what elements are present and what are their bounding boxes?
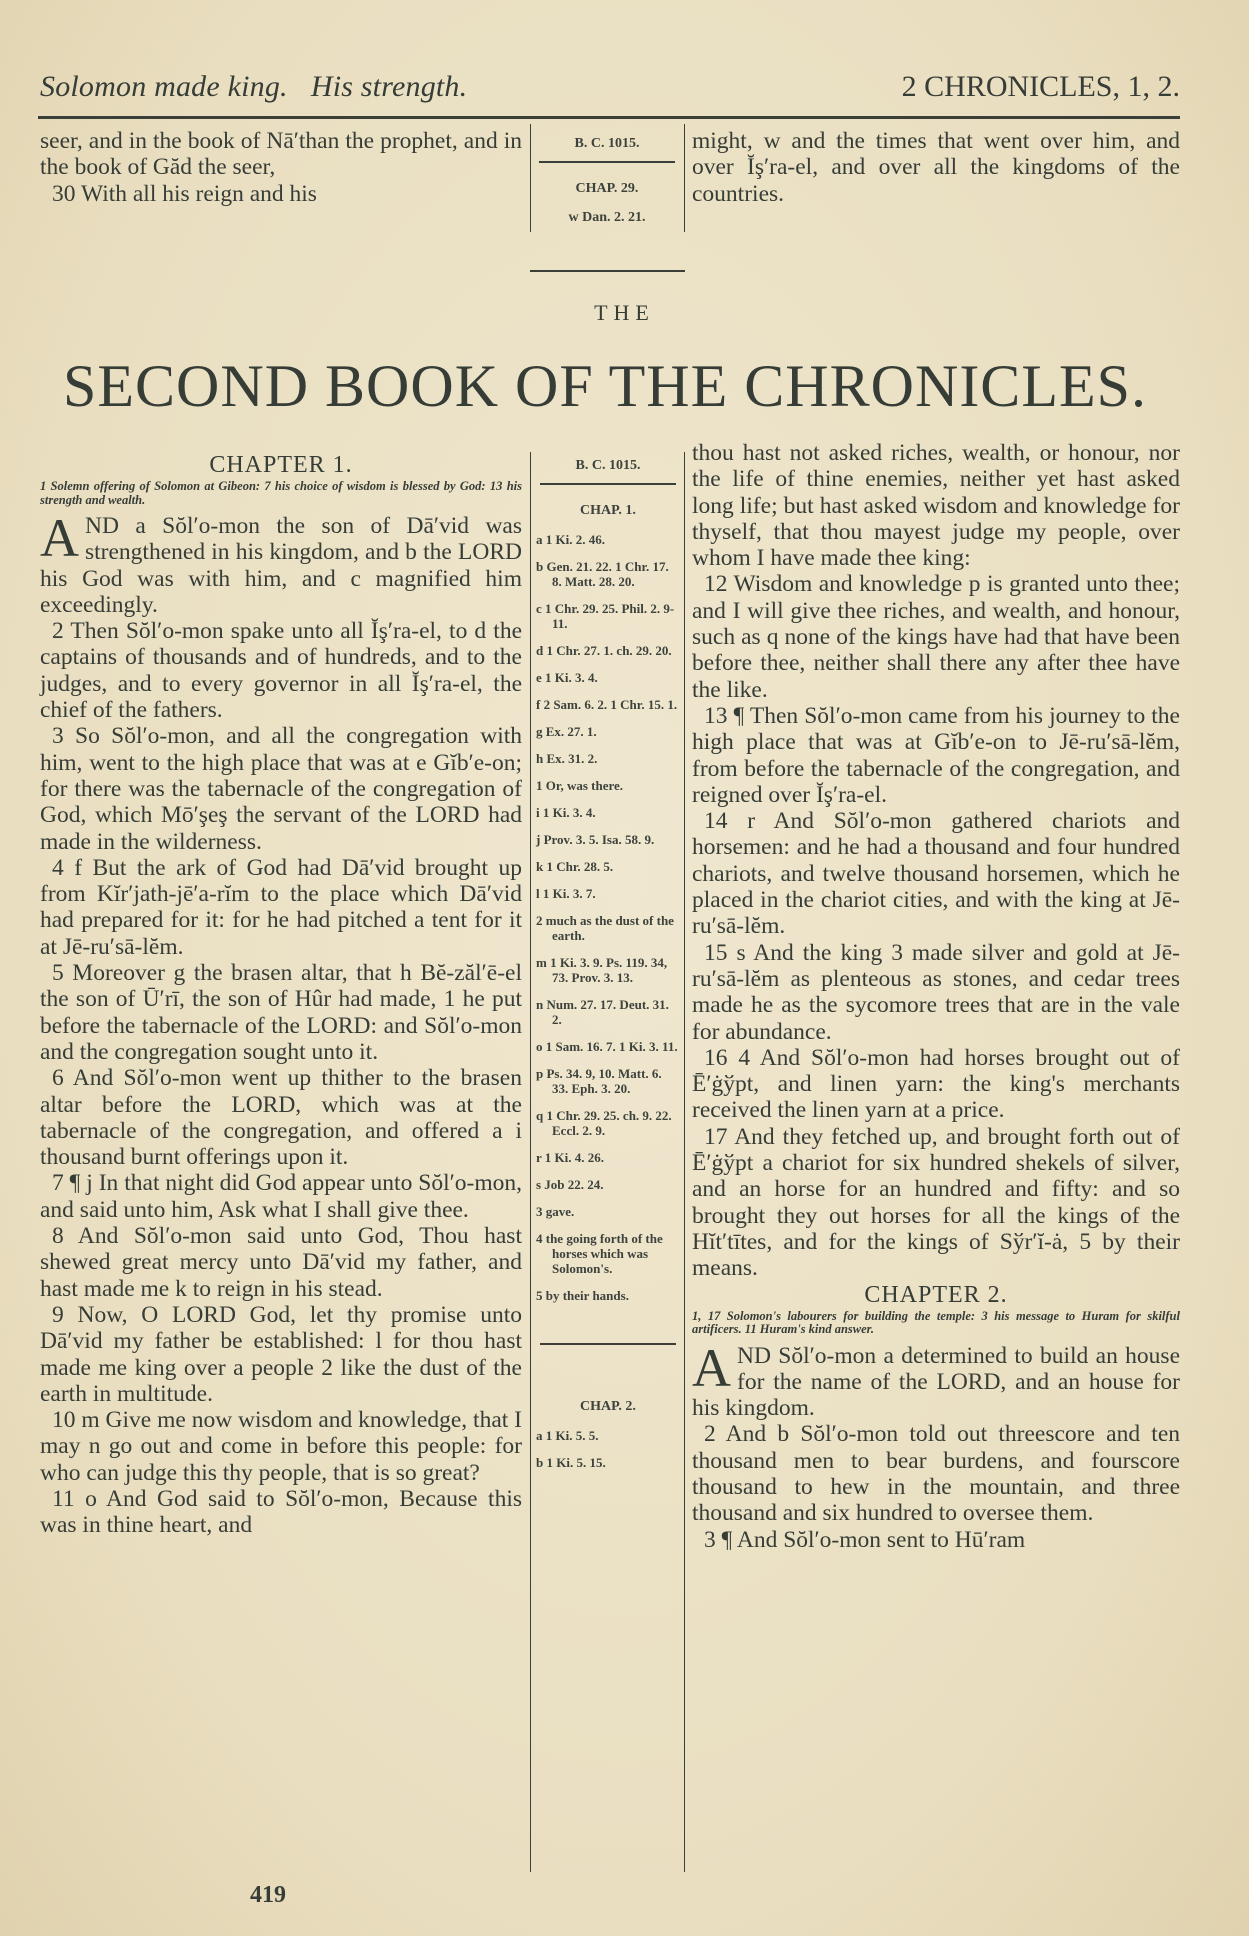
verse: ND a Sŏl′o-mon the son of Dā′vid was strengthened in his kingdom, and b the LORD his God was with him, and c magnified him exceedingly. [40, 513, 522, 618]
margin-reference: i 1 Ki. 3. 4. [536, 805, 596, 820]
verse: 11 o And God said to Sŏl′o-mon, Because this was in thine heart, and [40, 1485, 522, 1539]
drop-cap: A [40, 508, 79, 568]
margin-reference: a 1 Ki. 2. 46. [536, 532, 605, 547]
section-rule [530, 270, 685, 272]
verse: 4 f But the ark of God had Dā′vid brought up from Kĭr′jath-jē′a-rĭm to the place which Dā′vid had prepared for it: for he had pitched a tent for it at Jē-ru′sā-lĕm. [40, 854, 522, 960]
margin-rule [540, 1343, 676, 1345]
margin-reference: 3 gave. [536, 1204, 575, 1219]
margin-reference: q 1 Chr. 29. 25. ch. 9. 22. Eccl. 2. 9. [536, 1108, 672, 1138]
verse: 14 r And Sŏl′o-mon gathered chariots and horsemen: and he had a thousand and four hundred chariots, and twelve thousand horsemen, which he placed in the chariot cities, and with the king at Jē-ru′sā-lĕm. [692, 808, 1180, 940]
verse: thou hast not asked riches, wealth, or honour, nor the life of thine enemies, neither yet hast asked long life; but hast asked wisdom and knowledge for thyself, that thou mayest judge my people, over whom I have made thee king: [692, 440, 1180, 572]
column-divider [530, 452, 531, 1872]
chapter-1-heading: CHAPTER 1. [209, 452, 353, 478]
verse: 10 m Give me now wisdom and knowledge, that I may n go out and come in before this people: for who can judge this thy people, that is so great? [40, 1407, 522, 1486]
verse: 3 So Sŏl′o-mon, and all the congregation with him, went to the high place that was at e Gĭb′e-on; for there was the tabernacle of the congregation of God, which Mō′şeş the servant of the LORD had made in the wilderness. [40, 723, 522, 855]
verse: 13 ¶ Then Sŏl′o-mon came from his journey to the high place that was at Gĭb′e-on to Jē-ru′sā-lĕm, from before the tabernacle of the congregation, and reigned over Ĭş′ra-el. [692, 702, 1180, 808]
margin-chapter: CHAP. 29. [575, 181, 639, 196]
verse: 17 And they fetched up, and brought forth out of Ē′ġўpt a chariot for six hundred shekels of silver, and an horse for an hundred and fifty: and so brought they out horses for all the kings of the Hĭt′tītes, and for the kings of Sўr′ĭ-ȧ, 5 by their means. [692, 1123, 1180, 1282]
verse: 2 And b Sŏl′o-mon told out threescore and ten thousand men to bear burdens, and fourscore thousand to hew in the mountain, and three thousand and six hundred to oversee them. [692, 1421, 1180, 1527]
running-head [40, 70, 1180, 110]
margin-reference: m 1 Ki. 3. 9. Ps. 119. 34, 73. Prov. 3. 13. [536, 955, 668, 985]
verse: 3 ¶ And Sŏl′o-mon sent to Hū′ram [704, 1526, 1026, 1553]
margin-reference: a 1 Ki. 5. 5. [536, 1428, 599, 1443]
running-head-left: Solomon made king. His strength. [40, 70, 468, 103]
margin-rule [539, 161, 675, 163]
verse: 2 Then Sŏl′o-mon spake unto all Ĭş′ra-el, to d the captains of thousands and of hundreds, and to the judges, and to every governor in all Ĭş′ra-el, the chief of the fathers. [40, 618, 522, 724]
margin-reference: 4 the going forth of the horses which was Solomon's. [536, 1231, 663, 1276]
column-divider [530, 124, 531, 232]
verse: might, w and the times that went over him, and over Ĭş′ra-el, and over all the kingdoms of the countries. [692, 128, 1180, 207]
margin-chapter-2: CHAP. 2. [580, 1399, 636, 1414]
margin-reference: r 1 Ki. 4. 26. [536, 1150, 605, 1165]
verse: 5 Moreover g the brasen altar, that h Bĕ-zăl′ē-el the son of Ū′rī, the son of Hûr had made, 1 he put before the tabernacle of the LORD: and Sŏl′o-mon and the congregation sought unto it. [40, 960, 522, 1065]
verse: 8 And Sŏl′o-mon said unto God, Thou hast shewed great mercy unto Dā′vid my father, and hast made me k to reign in his stead. [40, 1223, 522, 1302]
margin-reference: b 1 Ki. 5. 15. [536, 1455, 606, 1470]
verse: 30 With all his reign and his [52, 180, 317, 207]
verse: 12 Wisdom and knowledge p is granted unto thee; and I will give thee riches, and wealth, and honour, such as q none of the kings have had that have been before thee, neither shall there any after thee have the like. [692, 571, 1180, 703]
margin-reference: o 1 Sam. 16. 7. 1 Ki. 3. 11. [536, 1039, 678, 1054]
page-number: 419 [250, 1882, 286, 1908]
margin-rule [540, 483, 676, 485]
header-rule [38, 116, 1180, 119]
margin-reference: b Gen. 21. 22. 1 Chr. 17. 8. Matt. 28. 20. [536, 559, 669, 589]
verse: 9 Now, O LORD God, let thy promise unto Dā′vid my father be established: l for thou hast made me king over a people 2 like the dust of the earth in multitude. [40, 1301, 522, 1407]
margin-reference: j Prov. 3. 5. Isa. 58. 9. [536, 832, 655, 847]
verse: seer, and in the book of Nā′than the prophet, and in the book of Găd the seer, [40, 128, 522, 181]
chapter-2-summary: 1, 17 Solomon's labourers for building the temple: 3 his message to Huram for skilful artificers. 11 Huram's kind answer. [692, 1308, 1180, 1336]
verse: 7 ¶ j In that night did God appear unto Sŏl′o-mon, and said unto him, Ask what I shall give thee. [40, 1170, 522, 1223]
margin-reference: f 2 Sam. 6. 2. 1 Chr. 15. 1. [536, 697, 678, 712]
margin-reference: e 1 Ki. 3. 4. [536, 670, 598, 685]
right-column [692, 440, 1180, 1553]
margin-note: w Dan. 2. 21. [568, 210, 646, 225]
verse: 6 And Sŏl′o-mon went up thither to the brasen altar before the LORD, which was at the tabernacle of the congregation, and offered a i thousand burnt offerings upon it. [40, 1065, 522, 1171]
chapter-2-heading: CHAPTER 2. [864, 1281, 1008, 1308]
book-the: THE [594, 300, 655, 325]
margin-reference: k 1 Chr. 28. 5. [536, 859, 614, 874]
top-right-column [692, 128, 1180, 207]
top-left-column [40, 128, 522, 207]
margin-reference: 5 by their hands. [536, 1288, 629, 1303]
verse: 16 4 And Sŏl′o-mon had horses brought out of Ē′ġўpt, and linen yarn: the king's merchants received the linen yarn at a price. [692, 1044, 1180, 1124]
top-margin-notes [534, 136, 680, 239]
verse: ND Sŏl′o-mon a determined to build an house for the name of the LORD, and an house for his kingdom. [692, 1342, 1180, 1422]
margin-reference: d 1 Chr. 27. 1. ch. 29. 20. [536, 643, 672, 658]
margin-reference: s Job 22. 24. [536, 1177, 604, 1192]
margin-reference: 2 much as the dust of the earth. [536, 913, 674, 943]
margin-reference: h Ex. 31. 2. [536, 751, 598, 766]
margin-reference: g Ex. 27. 1. [536, 724, 597, 739]
verse: 15 s And the king 3 made silver and gold at Jē-ru′sā-lĕm as plenteous as stones, and cedar trees made he as the sycomore trees that are in the vale for abundance. [692, 939, 1180, 1045]
margin-reference: l 1 Ki. 3. 7. [536, 886, 596, 901]
book-title: SECOND BOOK OF THE CHRONICLES. [63, 353, 1147, 419]
margin-era: B. C. 1015. [574, 136, 640, 151]
column-divider [684, 452, 685, 1872]
margin-reference: 1 Or, was there. [536, 778, 624, 793]
drop-cap: A [692, 1337, 731, 1398]
margin-era: B. C. 1015. [575, 458, 641, 473]
chapter-1-summary: 1 Solemn offering of Solomon at Gibeon: 7 his choice of wisdom is blessed by God: 13 his strength and wealth. [40, 479, 522, 507]
left-column [40, 452, 522, 1539]
margin-notes [536, 458, 680, 1482]
margin-reference: c 1 Chr. 29. 25. Phil. 2. 9-11. [536, 601, 675, 631]
column-divider [684, 124, 685, 232]
margin-reference: p Ps. 34. 9, 10. Matt. 6. 33. Eph. 3. 20. [536, 1066, 662, 1096]
running-head-right: 2 CHRONICLES, 1, 2. [901, 70, 1180, 103]
margin-chapter-1: CHAP. 1. [580, 503, 636, 518]
margin-reference: n Num. 27. 17. Deut. 31. 2. [536, 997, 669, 1027]
